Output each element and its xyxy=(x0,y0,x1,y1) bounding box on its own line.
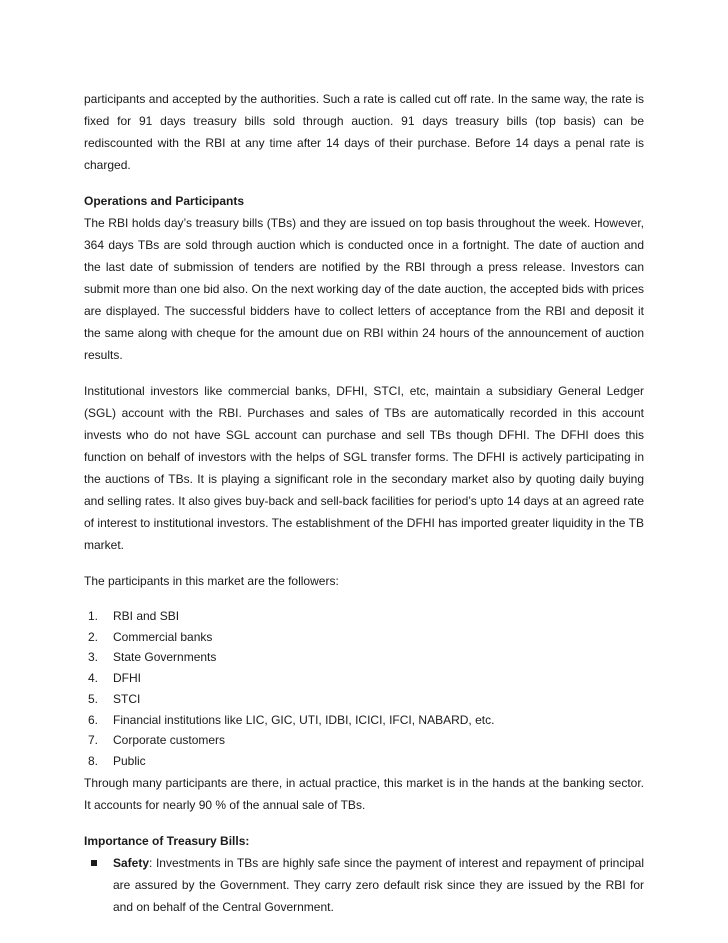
list-number: 1. xyxy=(88,609,99,623)
list-number: 4. xyxy=(88,671,99,686)
operations-paragraph-1: The RBI holds day’s treasury bills (TBs) and they are issued on top basis throughout the week. However, 364 days TBs are sold through auction which is conducted once in a fortnight. The date of auction and the last date of submission of tenders are notified by the RBI through a press release. Investors can submit more than one bid also. On the next working day of the date auction, the accepted bids with prices are displayed. The successful bidders have to collect letters of acceptance from the RBI and deposit it the same along with cheque for the amount due on RBI within 24 hours of the announcement of auction results. xyxy=(84,216,644,362)
importance-text: : Investments in TBs are highly safe since the payment of interest and repayment of principal are assured by the Government. They carry zero default risk since they are issued by the RBI for and on behalf of the Central Government. xyxy=(113,855,644,914)
importance-heading: Importance of Treasury Bills: xyxy=(84,833,250,848)
list-item-text: Commercial banks xyxy=(113,629,213,644)
list-item xyxy=(84,689,644,710)
list-number: 2. xyxy=(88,629,99,644)
list-number: 7. xyxy=(88,733,99,748)
list-item xyxy=(84,668,644,689)
list-item xyxy=(84,647,644,668)
importance-list xyxy=(84,852,644,918)
list-number: 5. xyxy=(88,691,99,706)
list-number: 8. xyxy=(88,753,99,768)
list-item xyxy=(84,710,644,731)
list-item xyxy=(84,730,644,751)
operations-paragraph-2: Institutional investors like commercial banks, DFHI, STCI, etc, maintain a subsidiary General Ledger (SGL) account with the RBI. Purchases and sales of TBs are automatically recorded in this account invests who do not have SGL account can purchase and sell TBs though DFHI. The DFHI does this function on behalf of investors with the helps of SGL transfer forms. The DFHI is actively participating in the auctions of TBs. It is playing a significant role in the secondary market also by quoting daily buying and selling rates. It also gives buy-back and sell-back facilities for period’s upto 14 days at an agreed rate of interest to institutional investors. The establishment of the DFHI has imported greater liquidity in the TB market. xyxy=(84,384,644,552)
list-item-text: DFHI xyxy=(113,671,141,686)
list-item xyxy=(84,606,644,627)
list-item-text: RBI and SBI xyxy=(113,609,180,623)
list-item-text: Public xyxy=(113,753,146,768)
document-page xyxy=(84,88,644,918)
square-bullet-icon xyxy=(91,860,97,866)
list-item-text: State Governments xyxy=(113,650,217,665)
importance-term: Safety xyxy=(113,855,150,870)
list-number: 6. xyxy=(88,712,99,727)
participants-list xyxy=(84,606,644,772)
list-item xyxy=(84,852,644,918)
list-item xyxy=(84,751,644,772)
operations-heading: Operations and Participants xyxy=(84,194,245,208)
closing-paragraph: Through many participants are there, in actual practice, this market is in the hands at the banking sector. It accounts for nearly 90 % of the annual sale of TBs. xyxy=(84,775,644,812)
intro-paragraph: participants and accepted by the authorities. Such a rate is called cut off rate. In the same way, the rate is fixed for 91 days treasury bills sold through auction. 91 days treasury bills (top basis) can be rediscounted with the RBI at any time after 14 days of their purchase. Before 14 days a penal rate is charged. xyxy=(84,92,644,172)
list-number: 3. xyxy=(88,650,99,665)
participants-intro: The participants in this market are the followers: xyxy=(84,574,339,588)
list-item-text: STCI xyxy=(113,691,141,706)
list-item-text: Corporate customers xyxy=(113,733,226,748)
list-item xyxy=(84,627,644,648)
list-item-text: Financial institutions like LIC, GIC, UTI, IDBI, ICICI, IFCI, NABARD, etc. xyxy=(113,712,495,727)
